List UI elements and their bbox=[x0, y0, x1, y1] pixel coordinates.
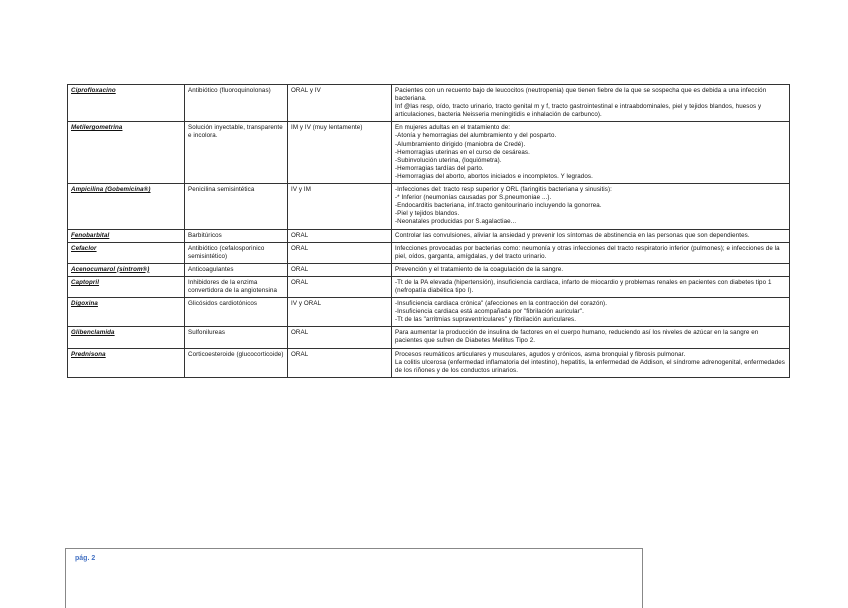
drug-type: Penicilina semisintética bbox=[185, 184, 288, 229]
drug-type: Solución inyectable, transparente e incolora. bbox=[185, 122, 288, 184]
drug-route: ORAL bbox=[288, 242, 392, 263]
use-line: -Tt de las "arritmias supraventriculares" y fibrilación auriculares. bbox=[395, 316, 577, 324]
use-line: Prevención y el tratamiento de la coagulación de la sangre. bbox=[395, 265, 564, 273]
use-line: Inf @las resp, oído, tracto urinario, tracto genital m y f, tracto gastrointestinal e intraabdominales, piel y tejidos blandos, huesos y articulaciones, bacteria Neisseria meningitidis e inhalación de carbunco). bbox=[395, 103, 762, 119]
drug-uses bbox=[392, 229, 790, 242]
drug-table bbox=[67, 84, 790, 378]
use-line: -Neonatales producidas por S.agalactiae... bbox=[395, 218, 517, 226]
drug-route: ORAL y IV bbox=[288, 85, 392, 122]
table-row bbox=[68, 184, 790, 229]
drug-type: Antibiótico (cefalosporinico semisintético) bbox=[185, 242, 288, 263]
drug-route: ORAL bbox=[288, 348, 392, 377]
use-line: -Hemorragias del aborto, abortos iniciados e incompletos. Y legrados. bbox=[395, 172, 593, 180]
drug-table-body bbox=[68, 85, 790, 378]
drug-uses bbox=[392, 327, 790, 348]
drug-name: Acenocumarol (sintrom®) bbox=[68, 263, 185, 276]
use-line: -Infecciones del: tracto resp superior y ORL (faringitis bacteriana y sinusitis): bbox=[395, 186, 612, 194]
table-row bbox=[68, 276, 790, 297]
drug-uses bbox=[392, 348, 790, 377]
use-line: Pacientes con un recuento bajo de leucocitos (neutropenia) que tienen fiebre de la que se sospecha que es debida a una infección bacteriana. bbox=[395, 87, 767, 103]
use-line: En mujeres adultas en el tratamiento de: bbox=[395, 124, 511, 132]
table-row bbox=[68, 242, 790, 263]
drug-name: Metilergometrina bbox=[68, 122, 185, 184]
drug-type: Corticoesteroide (glucocorticoide) bbox=[185, 348, 288, 377]
drug-name: Ampicilina (Gobemicina®) bbox=[68, 184, 185, 229]
drug-uses bbox=[392, 184, 790, 229]
use-line: Controlar las convulsiones, aliviar la ansiedad y prevenir los síntomas de abstinencia en las personas que son dependientes. bbox=[395, 231, 750, 239]
drug-type: Barbitúricos bbox=[185, 229, 288, 242]
table-row bbox=[68, 263, 790, 276]
drug-route: IV y IM bbox=[288, 184, 392, 229]
drug-route: ORAL bbox=[288, 229, 392, 242]
table-row bbox=[68, 348, 790, 377]
drug-name: Fenobarbital bbox=[68, 229, 185, 242]
use-line: Infecciones provocadas por bacterias como: neumonía y otras infecciones del tracto respiratorio inferior (pulmones); e infecciones de la piel, oídos, garganta, amígdalas, y del tracto urinario. bbox=[395, 244, 780, 260]
page-number: pág. 2 bbox=[75, 555, 96, 562]
use-line: Para aumentar la producción de insulina de factores en el cuerpo humano, reduciendo así los niveles de azúcar en la sangre en pacientes que sufren de Diabetes Mellitus Tipo 2. bbox=[395, 329, 759, 345]
use-line: -Piel y tejidos blandos. bbox=[395, 210, 460, 218]
drug-route: ORAL bbox=[288, 263, 392, 276]
use-line: -Subinvolución uterina, (loquiómetra). bbox=[395, 156, 502, 164]
drug-type: Anticoagulantes bbox=[185, 263, 288, 276]
drug-uses bbox=[392, 242, 790, 263]
use-line: Procesos reumáticos articulares y musculares, agudos y crónicos, asma bronquial y fibrosis pulmonar. bbox=[395, 350, 686, 358]
drug-route: ORAL bbox=[288, 327, 392, 348]
footer-box bbox=[65, 548, 643, 608]
drug-type: Glicósidos cardiotónicos bbox=[185, 298, 288, 327]
drug-route: IV y ORAL bbox=[288, 298, 392, 327]
drug-route: IM y IV (muy lentamente) bbox=[288, 122, 392, 184]
drug-type: Inhibidores de la enzima convertidora de la angiotensina bbox=[185, 276, 288, 297]
use-line: -Endocarditis bacteriana, inf.tracto genitourinario incluyendo la gonorrea. bbox=[395, 202, 602, 210]
use-line: -Insuficiencia cardiaca está acompañada por "fibrilación auricular". bbox=[395, 308, 585, 316]
drug-uses bbox=[392, 122, 790, 184]
drug-uses bbox=[392, 276, 790, 297]
table-row bbox=[68, 298, 790, 327]
drug-name: Cefaclor bbox=[68, 242, 185, 263]
use-line: -Hemorragias tardías del parto. bbox=[395, 164, 484, 172]
use-line: -Alumbramiento dirigido (maniobra de Credé). bbox=[395, 140, 526, 148]
drug-name: Digoxina bbox=[68, 298, 185, 327]
drug-route: ORAL bbox=[288, 276, 392, 297]
drug-name: Prednisona bbox=[68, 348, 185, 377]
use-line: -Hemorragias uterinas en el curso de cesáreas. bbox=[395, 148, 530, 156]
drug-name: Glibenclamida bbox=[68, 327, 185, 348]
drug-name: Ciprofloxacino bbox=[68, 85, 185, 122]
drug-type: Sulfonilureas bbox=[185, 327, 288, 348]
drug-type: Antibiótico (fluoroquinolonas) bbox=[185, 85, 288, 122]
drug-uses bbox=[392, 263, 790, 276]
drug-uses bbox=[392, 298, 790, 327]
use-line: -Tt de la PA elevada (hipertensión), insuficiencia cardíaca, infarto de miocardio y problemas renales en pacientes con diabetes tipo 1 (nefropatía diabética tipo I). bbox=[395, 278, 772, 294]
use-line: La colitis ulcerosa (enfermedad inflamatoria del intestino), hepatitis, la enfermedad de Addison, el síndrome adrenogenital, enfermedades de los riñones y de los conductos urinarios. bbox=[395, 358, 785, 374]
table-row bbox=[68, 327, 790, 348]
table-row bbox=[68, 85, 790, 122]
table-row bbox=[68, 229, 790, 242]
use-line: -* Inferior (neumonías causadas por S.pneumoniae ...). bbox=[395, 194, 552, 202]
drug-uses bbox=[392, 85, 790, 122]
table-row bbox=[68, 122, 790, 184]
use-line: -Insuficiencia cardiaca crónica" (afecciones en la contracción del corazón). bbox=[395, 300, 608, 308]
use-line: -Atonía y hemorragias del alumbramiento y del posparto. bbox=[395, 132, 557, 140]
drug-name: Captopril bbox=[68, 276, 185, 297]
